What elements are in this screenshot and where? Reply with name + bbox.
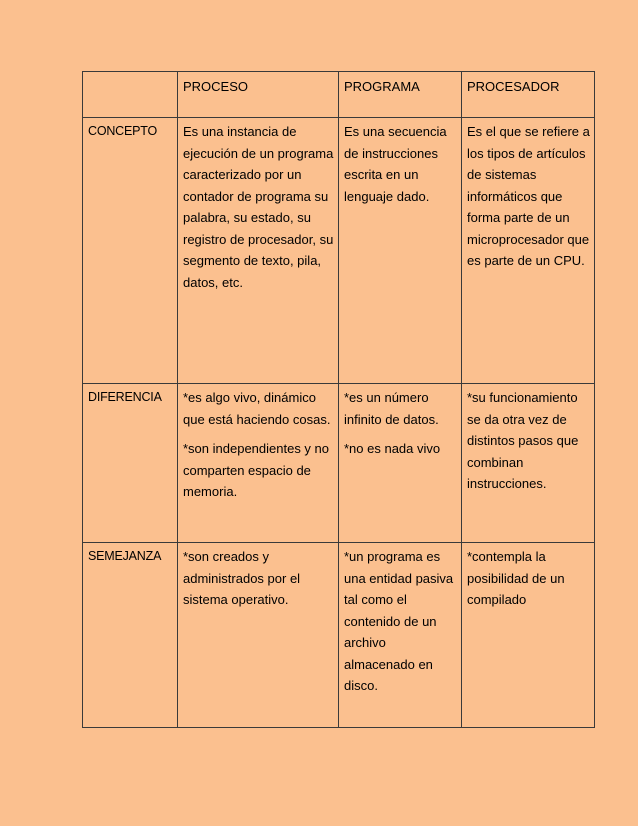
cell-text: *son independientes y no comparten espacio de memoria. — [183, 441, 330, 499]
cell-text: *su funcionamiento se da otra vez de distintos pasos que combinan instrucciones. — [467, 390, 579, 491]
table-row-semejanza — [83, 543, 595, 728]
header-cell-empty — [83, 72, 178, 118]
cell-text: *son creados y administrados por el sistema operativo. — [183, 549, 301, 607]
cell-diferencia-procesador — [462, 384, 595, 543]
cell-text: Es el que se refiere a los tipos de artículos de sistemas informáticos que forma parte de un microprocesador que es parte de un CPU. — [467, 124, 590, 268]
table-row-concepto — [83, 118, 595, 384]
cell-text: *un programa es una entidad pasiva tal como el contenido de un archivo almacenado en disco. — [344, 549, 454, 693]
cell-text: *contempla la posibilidad de un compilado — [467, 549, 565, 607]
table-row-diferencia — [83, 384, 595, 543]
cell-concepto-procesador — [462, 118, 595, 384]
header-cell-programa: PROGRAMA — [339, 72, 462, 118]
cell-diferencia-proceso — [178, 384, 339, 543]
comparison-table — [82, 71, 595, 728]
cell-diferencia-programa — [339, 384, 462, 543]
row-label-concepto: CONCEPTO — [83, 118, 178, 384]
cell-text: *es algo vivo, dinámico que está haciendo cosas. — [183, 390, 331, 427]
cell-text: Es una secuencia de instrucciones escrita en un lenguaje dado. — [344, 124, 447, 204]
cell-text: Es una instancia de ejecución de un programa caracterizado por un contador de programa su palabra, su estado, su registro de procesador, su segmento de texto, pila, datos, etc. — [183, 124, 334, 290]
header-row — [83, 72, 595, 118]
header-cell-procesador: PROCESADOR — [462, 72, 595, 118]
cell-concepto-programa — [339, 118, 462, 384]
cell-concepto-proceso — [178, 118, 339, 384]
cell-text: *no es nada vivo — [344, 441, 441, 456]
header-cell-proceso: PROCESO — [178, 72, 339, 118]
cell-text: *es un número infinito de datos. — [344, 390, 439, 427]
row-label-diferencia: DIFERENCIA — [83, 384, 178, 543]
cell-semejanza-programa — [339, 543, 462, 728]
cell-semejanza-proceso — [178, 543, 339, 728]
cell-semejanza-procesador — [462, 543, 595, 728]
row-label-semejanza: SEMEJANZA — [83, 543, 178, 728]
